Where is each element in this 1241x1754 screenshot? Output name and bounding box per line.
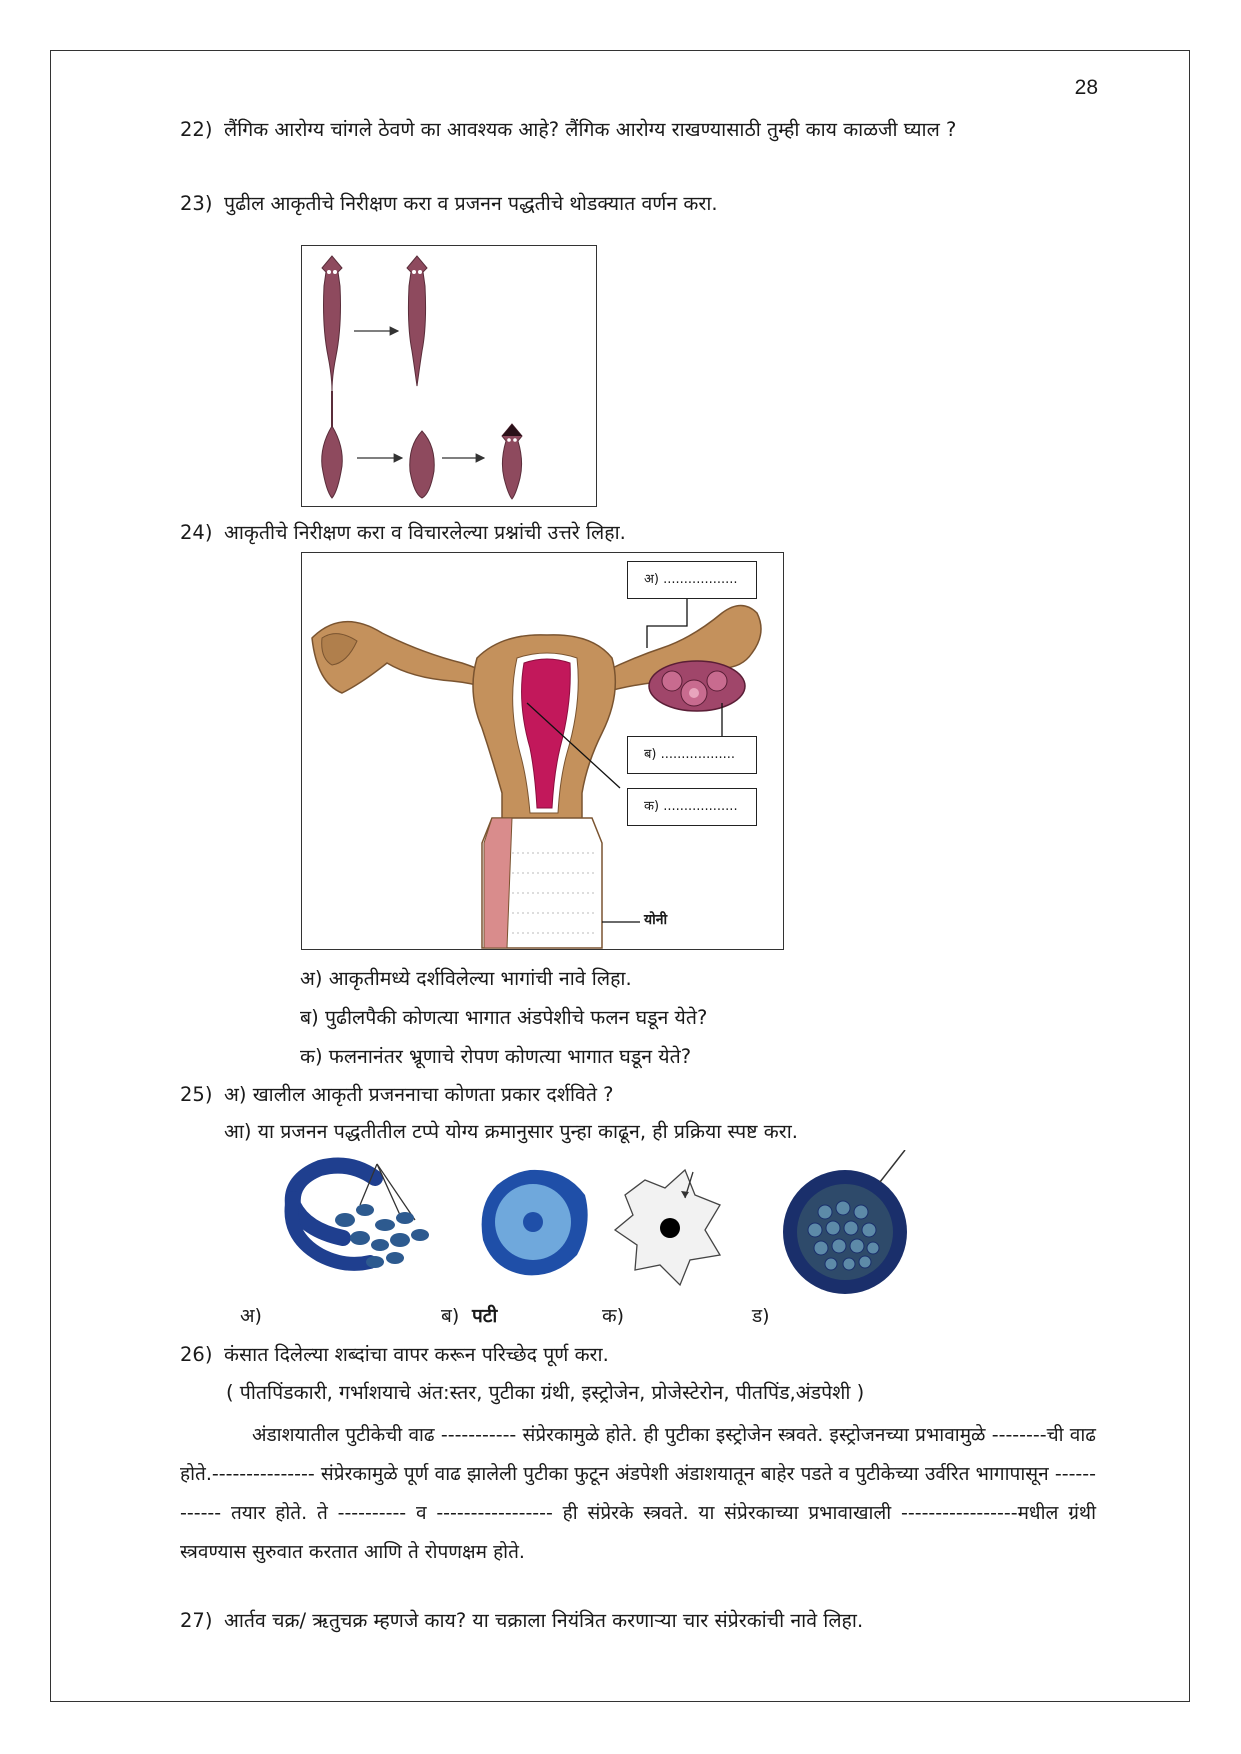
figure-d-multinucleate-cyst-icon [783, 1150, 907, 1294]
fig-label-pati: पटी [472, 1305, 498, 1327]
page-number: 28 [1074, 76, 1098, 99]
figure-b-cyst-icon [482, 1170, 588, 1275]
figure-c-amoeba-icon [615, 1170, 720, 1285]
fig-label-k: क) [602, 1305, 625, 1327]
female-reproductive-system-figure [301, 552, 784, 950]
question-25 [180, 1078, 1100, 1112]
planaria-regeneration-figure [301, 245, 597, 507]
label-box-a: अ) .................. [627, 561, 757, 599]
question-number: 26) [180, 1343, 213, 1366]
question-27 [180, 1604, 1100, 1638]
fig-label-a: अ) [240, 1305, 262, 1327]
q26-paragraph-text: अंडाशयातील पुटीकेची वाढ ----------- संप्रेरकामुळे होते. ही पुटीका इस्ट्रोजेन स्त्रवते. इस्ट्रोजनच्या प्रभावामुळे --------ची वाढ होते.--------------- संप्रेरकामुळे पूर्ण वाढ झालेली पुटीका फुटून अंडपेशी अंडाशयातून बाहेर पडते व पुटीकेच्या उर्वरित भागापासून ------------ तयार होते. ते ---------- व ----------------- ही संप्रेरके स्त्रवते. या संप्रेरकाच्या प्रभावाखाली -----------------मधील ग्रंथी स्त्रवण्यास सुरुवात करतात आणि ते रोपणक्षम होते. [180, 1424, 1096, 1563]
label-box-b: ब) .................. [627, 736, 757, 774]
question-text: अ) खालील आकृती प्रजननाचा कोणता प्रकार दर्शविते ? [224, 1083, 614, 1106]
question-number: 25) [180, 1083, 213, 1106]
question-24 [180, 516, 1100, 550]
question-number: 27) [180, 1609, 213, 1632]
q24-sub-a: अ) आकृतीमध्ये दर्शविलेल्या भागांची नावे लिहा. [300, 967, 632, 990]
question-26 [180, 1338, 1100, 1372]
question-text: आकृतीचे निरीक्षण करा व विचारलेल्या प्रश्नांची उत्तरे लिहा. [224, 521, 626, 544]
label-box-k: क) .................. [627, 788, 757, 826]
label-yoni: योनी [644, 912, 668, 928]
question-text: पुढील आकृतीचे निरीक्षण करा व प्रजनन पद्धतीचे थोडक्यात वर्णन करा. [224, 192, 718, 215]
question-22 [180, 113, 1100, 185]
question-text: कंसात दिलेल्या शब्दांचा वापर करून परिच्छेद पूर्ण करा. [224, 1343, 609, 1366]
q26-options: ( पीतपिंडकारी, गर्भाशयाचे अंत:स्तर, पुटीका ग्रंथी, इस्ट्रोजेन, प्रोजेस्टेरोन, पीतपिंड,अंडपेशी ) [226, 1381, 865, 1404]
question-number: 23) [180, 192, 213, 215]
q24-sub-b: ब) पुढीलपैकी कोणत्या भागात अंडपेशीचे फलन घडून येते? [300, 1006, 708, 1029]
question-number: 24) [180, 521, 213, 544]
q24-sub-k: क) फलनानंतर भ्रूणाचे रोपण कोणत्या भागात घडून येते? [300, 1045, 692, 1068]
planaria-tail-piece-icon [410, 431, 435, 498]
planaria-regenerated-icon [502, 424, 522, 499]
planaria-head-piece-icon [407, 256, 427, 386]
question-text: आर्तव चक्र/ ऋतुचक्र म्हणजे काय? या चक्राला नियंत्रित करणाऱ्या चार संप्रेरकांची नावे लिहा. [224, 1609, 864, 1632]
figure-a-cyst-bursting-icon [292, 1164, 429, 1268]
q25-line2: आ) या प्रजनन पद्धतीतील टप्पे योग्य क्रमानुसार पुन्हा काढून, ही प्रक्रिया स्पष्ट करा. [224, 1120, 798, 1143]
question-23 [180, 187, 1100, 221]
q26-paragraph [180, 1416, 1096, 1572]
fig-label-b: ब) [441, 1305, 460, 1327]
spore-formation-figures [265, 1150, 945, 1300]
planaria-whole-icon [322, 256, 343, 498]
question-text: लैंगिक आरोग्य चांगले ठेवणे का आवश्यक आहे? लैंगिक आरोग्य राखण्यासाठी तुम्ही काय काळजी घ्याल ? [224, 118, 957, 141]
fig-label-d: ड) [752, 1305, 770, 1327]
question-number: 22) [180, 118, 213, 141]
